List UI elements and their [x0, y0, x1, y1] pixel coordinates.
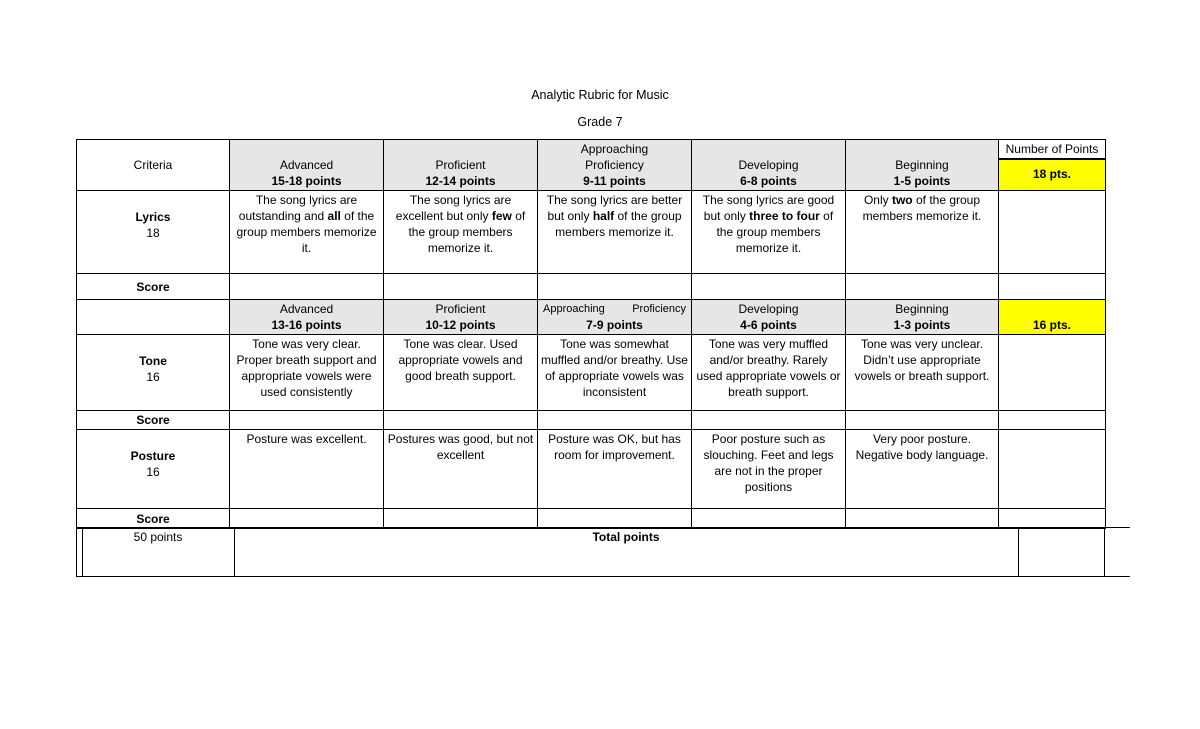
points-header: Number of Points: [999, 140, 1105, 159]
points-cell: [999, 335, 1106, 411]
criterion-name: Posture: [130, 449, 176, 463]
level-name: Developing: [738, 158, 799, 172]
criteria-header: Criteria: [77, 140, 230, 191]
desc-beginning: Only two of the group members memorize it.: [846, 191, 999, 274]
tone-row: [77, 335, 1106, 411]
score-cell[interactable]: [230, 411, 384, 430]
level-advanced: [230, 140, 384, 191]
criterion-max: 18: [146, 226, 160, 240]
level-range: 1-5 points: [893, 174, 951, 188]
level-proficient: [384, 140, 538, 191]
score-cell[interactable]: [999, 411, 1106, 430]
level-approaching: [538, 300, 692, 335]
score-label: Score: [77, 274, 230, 300]
level-range: 10-12 points: [425, 318, 496, 332]
desc-proficient: Postures was good, but not excellent: [384, 430, 538, 509]
level-name-row: [541, 301, 688, 317]
blank-header: [77, 300, 230, 335]
level-developing: [692, 300, 846, 335]
score-cell[interactable]: [692, 509, 846, 529]
total-section: [76, 527, 1130, 577]
level-name-2: Proficiency: [632, 303, 686, 315]
total-score-cell[interactable]: [1019, 528, 1103, 575]
score-cell[interactable]: [538, 411, 692, 430]
points-cell: [999, 430, 1106, 509]
level-range: 6-8 points: [740, 174, 797, 188]
criterion-name: Lyrics: [135, 210, 171, 224]
desc-beginning: Tone was very unclear. Didn’t use appropriate vowels or breath support.: [846, 335, 999, 411]
score-cell[interactable]: [999, 274, 1106, 300]
score-row: [77, 509, 1106, 529]
level-name-2: Proficiency: [585, 158, 644, 172]
score-cell[interactable]: [846, 274, 999, 300]
desc-proficient: Tone was clear. Used appropriate vowels and good breath support.: [384, 335, 538, 411]
score-cell[interactable]: [384, 274, 538, 300]
header-row-1: [77, 140, 1106, 191]
score-cell[interactable]: [538, 274, 692, 300]
points-value: 16 pts.: [999, 300, 1106, 335]
score-row: [77, 411, 1106, 430]
level-range: 1-3 points: [893, 318, 951, 332]
score-row: [77, 274, 1106, 300]
criterion-lyrics: [77, 191, 230, 274]
desc-developing: The song lyrics are good but only three to four of the group members memorize it.: [692, 191, 846, 274]
score-cell[interactable]: [846, 509, 999, 529]
grade-label: Grade 7: [577, 115, 623, 129]
desc-approaching: Posture was OK, but has room for improvement.: [538, 430, 692, 509]
points-cell: [999, 191, 1106, 274]
score-cell[interactable]: [384, 509, 538, 529]
level-name: Proficient: [435, 302, 486, 316]
level-range: 13-16 points: [271, 318, 342, 332]
score-cell[interactable]: [230, 274, 384, 300]
score-cell[interactable]: [692, 411, 846, 430]
header-row-2: [77, 300, 1106, 335]
document-title: Analytic Rubric for Music: [531, 88, 669, 102]
score-cell[interactable]: [538, 509, 692, 529]
level-beginning: [846, 300, 999, 335]
lyrics-row: [77, 191, 1106, 274]
desc-approaching: Tone was somewhat muffled and/or breathy. Use of appropriate vowels was inconsistent: [538, 335, 692, 411]
level-name: Approaching: [580, 142, 649, 156]
desc-advanced: The song lyrics are outstanding and all of the group members memorize it.: [230, 191, 384, 274]
desc-developing: Poor posture such as slouching. Feet and legs are not in the proper positions: [692, 430, 846, 509]
level-range: 12-14 points: [425, 174, 496, 188]
level-name: Advanced: [279, 158, 334, 172]
level-name: Approaching: [543, 303, 605, 315]
posture-row: [77, 430, 1106, 509]
desc-advanced: Posture was excellent.: [230, 430, 384, 509]
criterion-posture: [77, 430, 230, 509]
desc-beginning: Very poor posture. Negative body language.: [846, 430, 999, 509]
level-name: Advanced: [279, 302, 334, 316]
score-label: Score: [77, 509, 230, 529]
criterion-name: Tone: [139, 354, 167, 368]
level-advanced: [230, 300, 384, 335]
level-range: 4-6 points: [740, 318, 797, 332]
score-cell[interactable]: [692, 274, 846, 300]
level-range: 7-9 points: [586, 318, 643, 332]
criterion-tone: [77, 335, 230, 411]
desc-developing: Tone was very muffled and/or breathy. Rarely used appropriate vowels or breath support.: [692, 335, 846, 411]
level-name: Beginning: [895, 302, 949, 316]
rubric-table: [76, 139, 1106, 529]
level-approaching: [538, 140, 692, 191]
level-name: Beginning: [895, 158, 949, 172]
desc-advanced: Tone was very clear. Proper breath support and appropriate vowels were used consistently: [230, 335, 384, 411]
desc-approaching: The song lyrics are better but only half of the group members memorize it.: [538, 191, 692, 274]
criterion-max: 16: [146, 465, 160, 479]
level-beginning: [846, 140, 999, 191]
total-label: Total points: [592, 530, 660, 544]
score-cell[interactable]: [999, 509, 1106, 529]
level-developing: [692, 140, 846, 191]
score-cell[interactable]: [384, 411, 538, 430]
level-proficient: [384, 300, 538, 335]
score-cell[interactable]: [846, 411, 999, 430]
score-label: Score: [77, 411, 230, 430]
level-name: Developing: [738, 302, 799, 316]
points-value: 18 pts.: [999, 159, 1106, 191]
level-range: 9-11 points: [583, 174, 646, 188]
level-range: 15-18 points: [271, 174, 342, 188]
criterion-max: 16: [146, 370, 160, 384]
desc-proficient: The song lyrics are excellent but only few of the group members memorize it.: [384, 191, 538, 274]
points-header-cell: [999, 140, 1106, 191]
total-max-points: 50 points: [133, 530, 183, 544]
score-cell[interactable]: [230, 509, 384, 529]
level-name: Proficient: [435, 158, 486, 172]
